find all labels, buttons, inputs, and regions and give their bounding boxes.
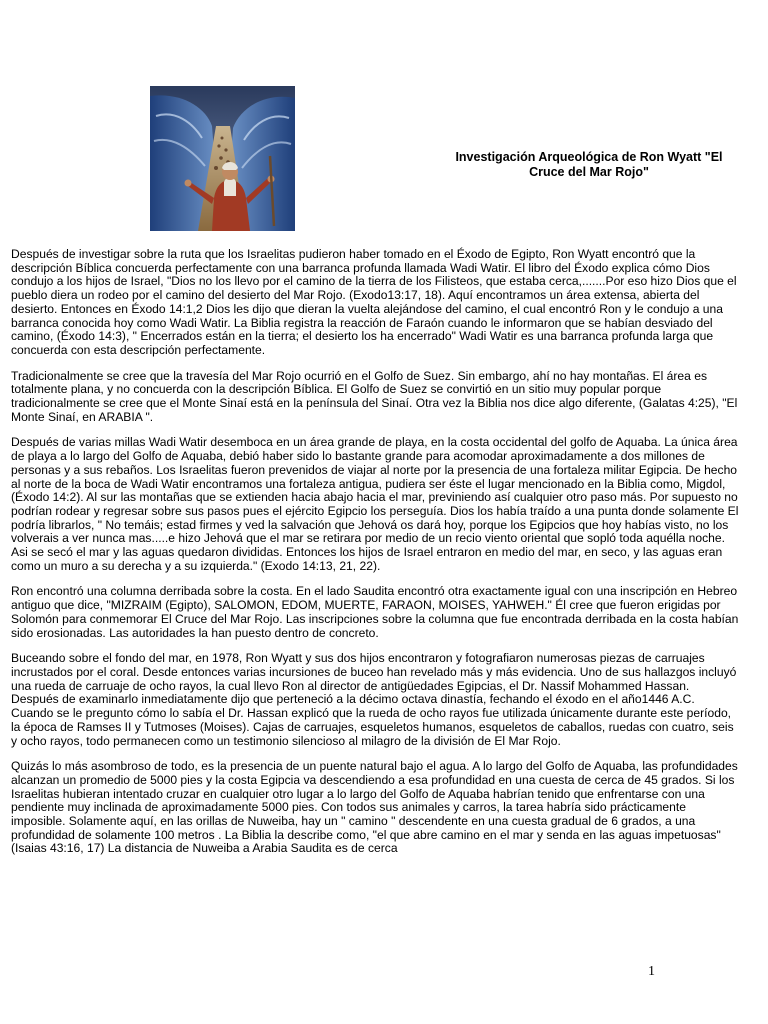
document-title (430, 150, 748, 180)
paragraph: Ron encontró una columna derribada sobre la costa. En el lado Saudita encontró otra exactamente igual con una inscripción en Hebreo antiguo que dice, "MIZRAIM (Egipto), SALOMON, EDOM, MUERTE, FARAON, MOISES, YAHWEH." Él cree que fueron erigidas por Solomón para conmemorar El Cruce del Mar Rojo. Las inscripciones sobre la columna que fue encontrada derribada en la costa habían sido erosionadas. Las autoridades la han puesto dentro de concreto. (11, 584, 739, 640)
title-line-2: Cruce del Mar Rojo" (529, 165, 649, 179)
page-number: 1 (648, 964, 655, 979)
paragraph: Tradicionalmente se cree que la travesía del Mar Rojo ocurrió en el Golfo de Suez. Sin embargo, ahí no hay montañas. El área es totalmente plana, y no concuerda con la descripción Bíblica. El Golfo de Suez se convirtió en un sitio muy popular porque tradicionalmente se cree que el Monte Sinaí está en la península del Sinaí. Otra vez la Biblia nos dice algo diferente, (Galatas 4:25), "El Monte Sinaí, en ARABIA ". (11, 368, 738, 424)
red-sea-crossing-illustration (150, 86, 295, 231)
paragraph: Quizás lo más asombroso de todo, es la presencia de un puente natural bajo el agua. A lo largo del Golfo de Aquaba, las profundidades alcanzan un promedio de 5000 pies y la costa Egipcia va descendiendo a esa profundidad en una cuesta de cerca de 45 grados. Si los Israelitas hubieran intentado cruzar en cualquier otro lugar a lo largo del Golfo de Aquaba habrían tenido que enfrentarse con una pendiente muy inclinada de aproximadamente 5000 pies. Con todos sus animales y carros, la tarea habría sido prácticamente imposible. Solamente aquí, en las orillas de Nuweiba, hay un " camino " descendente en una cuesta gradual de 6 grados, a una profundidad de solamente 100 metros . La Biblia la describe como, "el que abre camino en el mar y senda en las aguas impetuosas" (Isaias 43:16, 17) La distancia de Nuweiba a Arabia Saudita es de cerca (11, 759, 738, 856)
paragraph: Después de investigar sobre la ruta que los Israelitas pudieron haber tomado en el Éxodo de Egipto, Ron Wyatt encontró que la descripción Bíblica concuerda perfectamente con una barranca profunda llamada Wadi Watir. El libro del Éxodo explica cómo Dios condujo a los hijos de Israel, "Dios no los llevo por el camino de la tierra de los Filisteos, que estaba cerca,.......Por eso hizo Dios que el pueblo diera un rodeo por el camino del desierto del Mar Rojo. (Exodo13:17, 18). Aquí encontramos un área extensa, abierta del desierto. Entonces en Éxodo 14:1,2 Dios les dijo que dieran la vuelta alejándose del camino, el cual encontró Ron y le condujo a una barranca conocida hoy como Wadi Watir. La Biblia registra la reacción de Faraón cuando le informaron que se habían desviado del camino, (Éxodo 14:3), " Encerrados están en la tierra; el desierto los ha encerrado" Wadi Watir es una barranca profunda larga que concuerda con esta descripción perfectamente. (11, 247, 737, 357)
title-line-1: Investigación Arqueológica de Ron Wyatt "El (455, 150, 723, 164)
document-body (11, 248, 739, 868)
paragraph: Buceando sobre el fondo del mar, en 1978, Ron Wyatt y sus dos hijos encontraron y fotografiaron numerosas piezas de carruajes incrustados por el coral. Desde entonces varias incursiones de buceo han revelado más y más evidencia. Uno de sus hallazgos incluyó una rueda de carruaje de ocho rayos, la cual llevo Ron al director de antigüedades Egipcias, el Dr. Nassif Mohammed Hassan. Después de examinarlo inmediatamente dijo que perteneció a la décimo octava dinastía, fechando el éxodo en el año1446 A.C. Cuando se le pregunto cómo lo sabía el Dr. Hassan explicó que la rueda de ocho rayos fue utilizada únicamente durante este período, la época de Ramses II y Tutmoses (Moises). Cajas de carruajes, esqueletos humanos, esqueletos de caballos, ruedas con cuatro, seis y ocho rayos, todo permanecen como un testimonio silencioso al milagro de la división de El Mar Rojo. (11, 651, 737, 748)
paragraph: Después de varias millas Wadi Watir desemboca en un área grande de playa, en la costa occidental del golfo de Aquaba. La única área de playa a lo largo del Golfo de Aquaba, debió haber sido lo bastante grande para acomodar aproximadamente a dos millones de personas y a sus rebaños. Los Israelitas fueron prevenidos de viajar al norte por la presencia de una fortaleza militar Egipcia. De hecho al norte de la boca de Wadi Watir encontramos una fortaleza antigua, pudiera ser éste el lugar mencionado en la Biblia como, Migdol, (Éxodo 14:2). Al sur las montañas que se extienden hacia abajo hacia el mar, previniendo así cualquier otro paso más. Por supuesto no podrían rodear y regresar sobre sus pasos pues el ejército Egipcio los perseguía. Dios los había traído a una punta donde solamente El podría librarlos, " No temáis; estad firmes y ved la salvación que Jehová os dará hoy, porque los Egipcios que hoy habías visto, no los volverais a ver nunca mas.....e hizo Jehová que el mar se retirara por medio de un recio viento oriental que sopló toda aquélla noche. Asi se secó el mar y las aguas quedaron divididas. Entonces los hijos de Israel entraron en medio del mar, en seco, y las aguas eran como un muro a su derecha y a su izquierda." (Exodo 14:13, 21, 22). (11, 435, 739, 573)
